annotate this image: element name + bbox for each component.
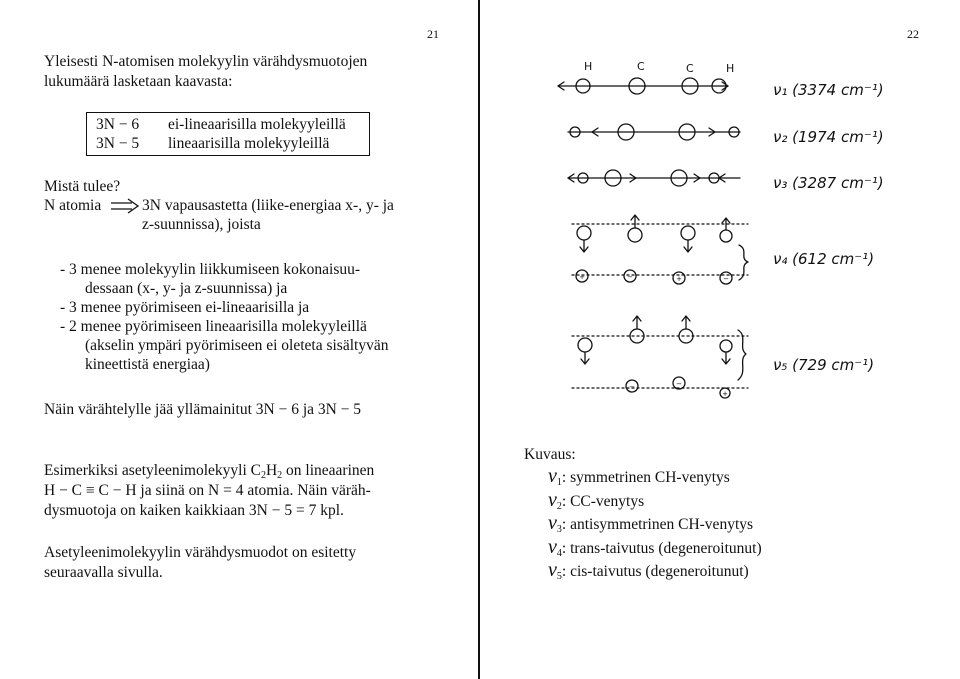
- nu-subscript: 4: [556, 548, 562, 559]
- nu-subscript: 3: [556, 524, 562, 535]
- mode-1-sketch: [558, 78, 728, 94]
- atom-label-4: H: [726, 62, 735, 75]
- mode-4-sketch: [572, 215, 748, 284]
- list-line-6: kineettistä energiaa): [85, 356, 210, 373]
- summary: Näin värähtelylle jää yllämainitut 3N − 6 ja 3N − 5: [44, 401, 362, 418]
- formula-desc-1: ei-lineaarisilla molekyyleillä: [168, 116, 346, 133]
- atom-label-2: C: [637, 60, 645, 73]
- mode-label-group: [773, 81, 884, 374]
- svg-text:−: −: [676, 380, 682, 388]
- intro-line-1: Yleisesti N-atomisen molekyylin värähdysmuotojen: [44, 53, 368, 70]
- example-text-a: Esimerkiksi asetyleenimolekyyli C: [44, 462, 261, 479]
- example-text-c: on lineaarinen: [286, 462, 375, 479]
- subscript: 2: [260, 470, 266, 481]
- mode-3-sketch: [568, 170, 740, 186]
- kuvaus-line-3: [548, 514, 753, 539]
- formula-desc-2: lineaarisilla molekyyleillä: [168, 135, 330, 152]
- kuvaus-text: : symmetrinen CH-venytys: [561, 469, 730, 486]
- mode-label-4: ν₄ (612 cm⁻¹): [773, 250, 875, 268]
- nu-symbol: ν: [548, 559, 557, 581]
- mode-label-1: ν₁ (3374 cm⁻¹): [773, 81, 884, 99]
- kuvaus-line-1: [548, 467, 730, 492]
- nu-subscript: 1: [556, 477, 562, 488]
- list-line-4: - 2 menee pyörimiseen lineaarisilla molekyyleillä: [60, 318, 367, 335]
- mode-2-sketch: [568, 124, 740, 140]
- svg-text:−: −: [627, 273, 633, 281]
- nu-symbol: ν: [548, 536, 557, 558]
- subscript: 2: [277, 470, 283, 481]
- n-atoms-line-2: z-suunnissa), joista: [142, 216, 261, 233]
- formula-expr-1: 3N − 6: [96, 116, 140, 133]
- atom-label-3: C: [686, 62, 694, 75]
- mode-5-sketch: [572, 316, 748, 398]
- example-line-2: [44, 481, 371, 500]
- kuvaus-text: : antisymmetrinen CH-venytys: [561, 516, 754, 533]
- list-line-3: - 3 menee pyörimiseen ei-lineaarisilla ja: [60, 299, 310, 316]
- mode-label-2: ν₂ (1974 cm⁻¹): [773, 128, 884, 146]
- acetylene-formula: H − C ≡ C − H: [44, 482, 137, 499]
- list-line-2: dessaan (x-, y- ja z-suunnissa) ja: [85, 280, 288, 297]
- list-line-5: (akselin ympäri pyörimiseen ei oleteta sisältyvän: [85, 337, 389, 354]
- right-page: [480, 0, 960, 679]
- vibration-modes-sketch: [480, 0, 960, 420]
- kuvaus-line-4: [548, 538, 762, 563]
- nu-subscript: 2: [556, 501, 562, 512]
- question: Mistä tulee?: [44, 178, 121, 195]
- svg-text:+: +: [676, 275, 682, 283]
- nu-symbol: ν: [548, 512, 557, 534]
- atom-label-row: [584, 60, 734, 75]
- list-line-1: - 3 menee molekyylin liikkumiseen kokonaisuu-: [60, 261, 361, 278]
- nu-symbol: ν: [548, 465, 557, 487]
- page-number: 22: [907, 27, 919, 41]
- svg-text:+: +: [579, 273, 585, 281]
- nu-symbol: ν: [548, 489, 557, 511]
- kuvaus-text: : trans-taivutus (degeneroitunut): [561, 540, 762, 557]
- atom-label-1: H: [584, 60, 593, 73]
- svg-text:+: +: [722, 390, 728, 398]
- formula-expr-2: 3N − 5: [96, 135, 140, 152]
- n-atoms-left: N atomia: [44, 197, 102, 214]
- example-line-3: dysmuotoja on kaiken kaikkiaan 3N − 5 = 7 kpl.: [44, 502, 344, 519]
- kuvaus-text: : cis-taivutus (degeneroitunut): [561, 563, 749, 580]
- example-line-2-text: ja siinä on N = 4 atomia. Näin väräh-: [140, 482, 371, 499]
- svg-text:−: −: [723, 275, 729, 283]
- kuvaus-line-5: [548, 561, 749, 586]
- final-line-2: seuraavalla sivulla.: [44, 564, 163, 581]
- nu-subscript: 5: [556, 571, 562, 582]
- svg-text:−: −: [629, 383, 635, 391]
- example-text-b: H: [265, 462, 278, 479]
- implies-arrow-icon: [110, 198, 140, 214]
- kuvaus-text: : CC-venytys: [561, 493, 645, 510]
- kuvaus-line-2: [548, 491, 644, 516]
- final-line-1: Asetyleenimolekyylin värähdysmuodot on esitetty: [44, 544, 357, 561]
- page-number: 21: [427, 27, 439, 41]
- n-atoms-right: 3N vapausastetta (liike-energiaa x-, y- ja: [142, 197, 394, 214]
- kuvaus-title: Kuvaus:: [524, 446, 576, 463]
- intro-line-2: lukumäärä lasketaan kaavasta:: [44, 73, 233, 90]
- mode-label-5: ν₅ (729 cm⁻¹): [773, 356, 875, 374]
- mode-label-3: ν₃ (3287 cm⁻¹): [773, 174, 884, 192]
